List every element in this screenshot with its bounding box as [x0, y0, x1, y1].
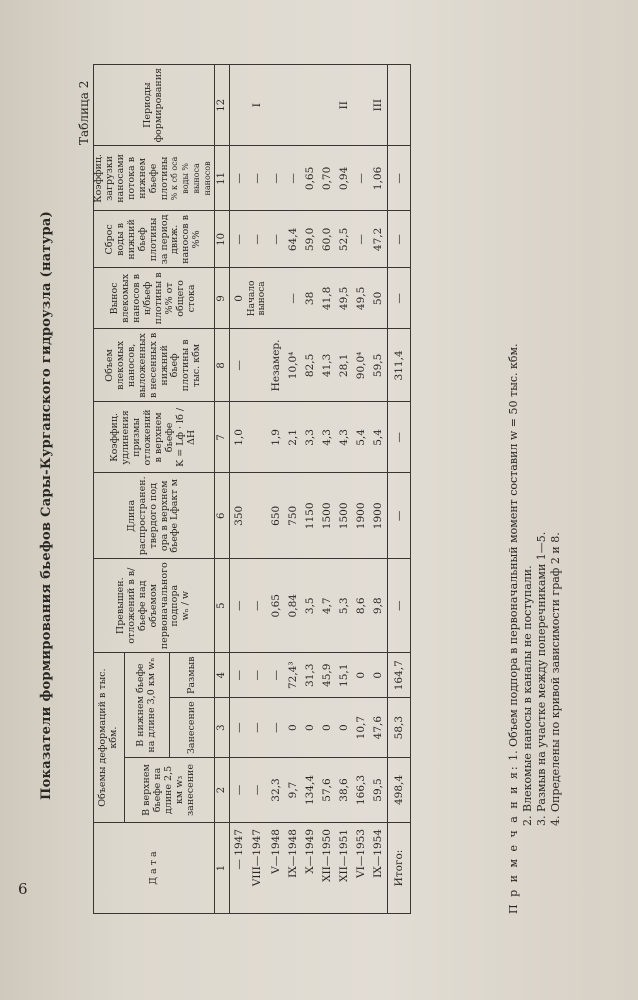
cell-period — [353, 64, 370, 145]
cell: 750 — [285, 473, 302, 559]
cell-period — [230, 64, 248, 145]
cell-period — [319, 64, 336, 145]
cell-period: II — [336, 64, 353, 145]
header-excess — [94, 559, 215, 653]
cell: 41,3 — [319, 329, 336, 402]
cell: 72,4³ — [285, 653, 302, 698]
note-item: 3. Размыв на участке между поперечниками 1—5. — [535, 531, 548, 826]
cell-date: IX—1954 — [370, 823, 388, 914]
cell: 0,84 — [285, 559, 302, 653]
cell: 498,4 — [387, 758, 410, 823]
header-load-coeff-text: Коэффиц. загрузки наносами потока в нижнем бьефе плотины — [93, 154, 170, 203]
total-row — [387, 64, 410, 913]
header-coeff-formula: K = Lф · lб / ΔH — [174, 407, 197, 467]
total-label: Итого: — [387, 823, 410, 914]
cell — [268, 268, 285, 329]
cell: 1,9 — [268, 402, 285, 473]
header-length: Длина распространен. твердого под ора в верхнем бьефе Lфакт м — [94, 473, 215, 559]
cell: 9,7 — [285, 758, 302, 823]
cell: 0 — [302, 698, 319, 758]
col-number: 4 — [215, 653, 230, 698]
cell: — — [387, 268, 410, 329]
cell: 50 — [370, 268, 388, 329]
cell: — — [268, 211, 285, 268]
page-title: Показатели формирования бьефов Сары-Курганского гидроузла (натура) — [39, 210, 54, 800]
cell: 311,4 — [387, 329, 410, 402]
cell: 90,0⁴ — [353, 329, 370, 402]
header-periods: Периоды формирования — [94, 64, 215, 145]
cell: — — [230, 653, 248, 698]
cell: 0,65 — [268, 559, 285, 653]
header-discharge: Сброс воды в нижний бьеф плотины за период движ. наносов в %% — [94, 211, 215, 268]
header-lower-pool: В нижнем бьефе на длине 3,0 км wₙ — [125, 653, 170, 758]
cell: 58,3 — [387, 698, 410, 758]
cell: 350 — [230, 473, 248, 559]
cell: 0,70 — [319, 146, 336, 211]
header-washout: Размыв — [170, 653, 215, 698]
cell-date: XII—1950 — [319, 823, 336, 914]
note-line — [507, 154, 521, 914]
cell: 60,0 — [319, 211, 336, 268]
cell: — — [230, 559, 248, 653]
cell: 10,7 — [353, 698, 370, 758]
cell: 31,3 — [302, 653, 319, 698]
cell-date: XII—1951 — [336, 823, 353, 914]
table-row — [336, 64, 353, 913]
cell: 64,4 — [285, 211, 302, 268]
cell: 38,6 — [336, 758, 353, 823]
cell: 3,3 — [302, 402, 319, 473]
cell: — — [353, 146, 370, 211]
cell — [247, 402, 268, 473]
cell: 28,1 — [336, 329, 353, 402]
notes — [507, 154, 563, 914]
cell: — — [247, 211, 268, 268]
cell: 15,1 — [336, 653, 353, 698]
table-row — [370, 64, 388, 913]
cell: 59,5 — [370, 329, 388, 402]
cell: 0,94 — [336, 146, 353, 211]
cell: — — [268, 653, 285, 698]
cell: 59,0 — [302, 211, 319, 268]
rotated-page-content — [39, 50, 599, 950]
header-share: Вынос влекомых наносов в н/бьеф плотины в %% от общего стока — [94, 268, 215, 329]
cell: 0 — [319, 698, 336, 758]
cell: 1900 — [370, 473, 388, 559]
cell: 0 — [230, 268, 248, 329]
col-number: 2 — [215, 758, 230, 823]
cell: — — [230, 146, 248, 211]
cell: 4,3 — [319, 402, 336, 473]
cell: 57,6 — [319, 758, 336, 823]
cell: — — [268, 698, 285, 758]
header-volume-lower: Объем влекомых наносов, выложенных в несенных в нижний бьеф плотины в тыс. кбм — [94, 329, 215, 402]
cell: — — [268, 146, 285, 211]
cell: 5,4 — [370, 402, 388, 473]
table-row — [319, 64, 336, 913]
cell: 9,8 — [370, 559, 388, 653]
cell-date: — 1947 — [230, 823, 248, 914]
cell: — — [230, 698, 248, 758]
table-row — [302, 64, 319, 913]
cell: 0,65 — [302, 146, 319, 211]
cell: 134,4 — [302, 758, 319, 823]
col-number: 11 — [215, 146, 230, 211]
cell: 5,4 — [353, 402, 370, 473]
cell: 4,3 — [336, 402, 353, 473]
cell: 5,3 — [336, 559, 353, 653]
cell: — — [285, 268, 302, 329]
header-excess-formula: wₙ / w — [180, 590, 192, 621]
cell: 0 — [285, 698, 302, 758]
data-table — [93, 64, 411, 914]
col-number: 10 — [215, 211, 230, 268]
cell: 0 — [353, 653, 370, 698]
cell: — — [285, 146, 302, 211]
column-number-row — [215, 64, 230, 913]
cell: — — [247, 758, 268, 823]
cell: — — [247, 146, 268, 211]
cell: 38 — [302, 268, 319, 329]
cell: — — [387, 473, 410, 559]
cell: 4,7 — [319, 559, 336, 653]
cell: Начало выноса — [247, 268, 268, 329]
cell: 8,6 — [353, 559, 370, 653]
cell: 1,0 — [230, 402, 248, 473]
cell: Незамер. — [268, 329, 285, 402]
col-number: 6 — [215, 473, 230, 559]
header-upper-pool: В верхнем бьефе на длине 2,5 км w₃ занесение — [125, 758, 215, 823]
cell-period — [285, 64, 302, 145]
cell: — — [247, 559, 268, 653]
col-number: 7 — [215, 402, 230, 473]
cell: 650 — [268, 473, 285, 559]
cell: — — [247, 698, 268, 758]
cell-period — [387, 64, 410, 145]
cell: 3,5 — [302, 559, 319, 653]
cell: 49,5 — [336, 268, 353, 329]
header-excess-text: Превышен. отложений в в/бьефе над объемом первоначального подпора — [114, 562, 181, 650]
cell — [247, 473, 268, 559]
cell-date: V—1948 — [268, 823, 285, 914]
col-number: 12 — [215, 64, 230, 145]
cell: 1500 — [319, 473, 336, 559]
cell: — — [230, 758, 248, 823]
cell: 0 — [370, 653, 388, 698]
notes-lead: П р и м е ч а н и я: — [507, 764, 520, 914]
cell: 164,7 — [387, 653, 410, 698]
header-load-coeff — [94, 146, 215, 211]
cell: — — [387, 402, 410, 473]
cell: 47,6 — [370, 698, 388, 758]
table-row — [230, 64, 248, 913]
cell: 1500 — [336, 473, 353, 559]
table-label: Таблица 2 — [77, 80, 91, 145]
cell: 82,5 — [302, 329, 319, 402]
cell: 45,9 — [319, 653, 336, 698]
cell: 32,3 — [268, 758, 285, 823]
col-number: 9 — [215, 268, 230, 329]
cell: 1900 — [353, 473, 370, 559]
cell: 166,3 — [353, 758, 370, 823]
table-row — [268, 64, 285, 913]
cell — [247, 329, 268, 402]
header-date: Д а т а — [94, 823, 215, 914]
cell-period: III — [370, 64, 388, 145]
cell: — — [387, 559, 410, 653]
header-silting: Занесение — [170, 698, 215, 758]
table-row — [285, 64, 302, 913]
cell: — — [247, 653, 268, 698]
header-coeff — [94, 402, 215, 473]
cell-date: VI—1953 — [353, 823, 370, 914]
cell-date: X—1949 — [302, 823, 319, 914]
table-row — [353, 64, 370, 913]
cell: — — [387, 211, 410, 268]
col-number: 8 — [215, 329, 230, 402]
note-item: 1. Объем подпора в первоначальный момент составил w = 50 тыс. кбм. — [507, 343, 520, 761]
cell: 59,5 — [370, 758, 388, 823]
page-number: 6 — [18, 880, 28, 898]
cell: — — [353, 211, 370, 268]
cell: 1,06 — [370, 146, 388, 211]
cell: 47,2 — [370, 211, 388, 268]
col-number: 3 — [215, 698, 230, 758]
note-item: 4. Определены по кривой зависимости граф 2 и 8. — [549, 532, 562, 826]
cell: 1150 — [302, 473, 319, 559]
cell: 49,5 — [353, 268, 370, 329]
table-row — [247, 64, 268, 913]
cell: 2,1 — [285, 402, 302, 473]
cell-period — [268, 64, 285, 145]
cell: 0 — [336, 698, 353, 758]
cell: — — [230, 211, 248, 268]
header-volumes: Объемы деформаций в тыс. кбм. — [94, 653, 125, 823]
header-load-coeff-sub: % к сб оса воды % выноса наносов — [170, 156, 213, 201]
cell-period: I — [247, 64, 268, 145]
header-coeff-text: Коэффиц. удлинения призмы отложений в верхнем бьефе — [109, 409, 175, 466]
cell-period — [302, 64, 319, 145]
cell: — — [230, 329, 248, 402]
cell-date: VIII—1947 — [247, 823, 268, 914]
cell: 10,0⁴ — [285, 329, 302, 402]
col-number: 5 — [215, 559, 230, 653]
col-number: 1 — [215, 823, 230, 914]
cell-date: IX—1948 — [285, 823, 302, 914]
cell: — — [387, 146, 410, 211]
cell: 52,5 — [336, 211, 353, 268]
note-item: 2. Влекомые наносы в каналы не поступали. — [521, 565, 534, 826]
cell: 41,8 — [319, 268, 336, 329]
